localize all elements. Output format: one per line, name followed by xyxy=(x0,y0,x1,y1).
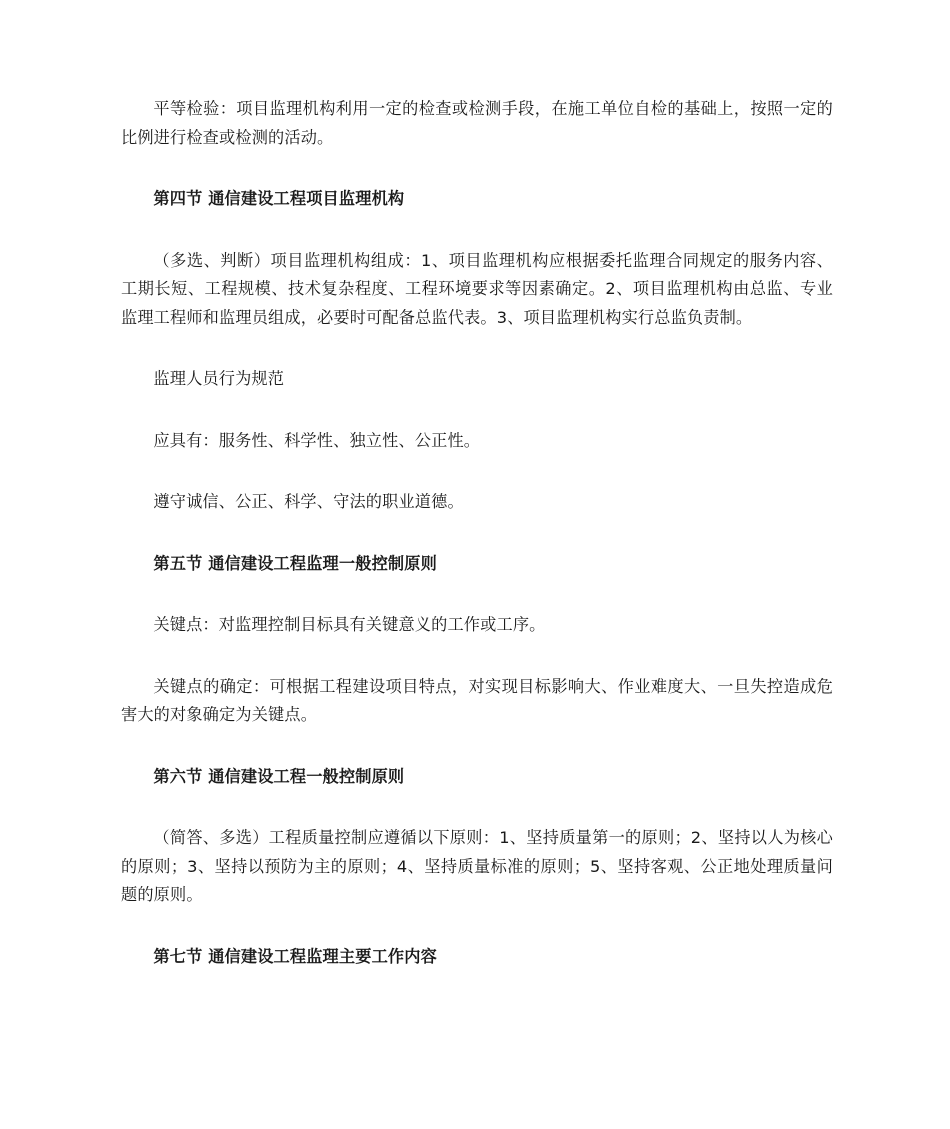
paragraph-key-point-determination: 关键点的确定：可根据工程建设项目特点，对实现目标影响大、作业难度大、一旦失控造成危害大的对象确定为关键点。 xyxy=(121,676,833,724)
section-heading-4: 第四节 通信建设工程项目监理机构 xyxy=(153,189,405,208)
paragraph-conduct-title: 监理人员行为规范 xyxy=(153,369,285,388)
paragraph-quality-control-principles: （简答、多选）工程质量控制应遵循以下原则：1、坚持质量第一的原则；2、坚持以人为核心的原则；3、坚持以预防为主的原则；4、坚持质量标准的原则；5、坚持客观、公正地处理质量问题的原则。 xyxy=(121,828,833,904)
paragraph-equal-inspection: 平等检验：项目监理机构利用一定的检查或检测手段，在施工单位自检的基础上，按照一定的比例进行检查或检测的活动。 xyxy=(121,99,833,147)
section-heading-7: 第七节 通信建设工程监理主要工作内容 xyxy=(153,946,437,966)
section-heading-6: 第六节 通信建设工程一般控制原则 xyxy=(153,766,405,786)
paragraph-key-point: 关键点：对监理控制目标具有关键意义的工作或工序。 xyxy=(153,615,546,634)
section-heading-5: 第五节 通信建设工程监理一般控制原则 xyxy=(153,553,437,573)
paragraph-organization-composition: （多选、判断）项目监理机构组成：1、项目监理机构应根据委托监理合同规定的服务内容、工期长短、工程规模、技术复杂程度、工程环境要求等因素确定。2、项目监理机构由总监、专业监理工程师和监理员组成，必要时可配备总监代表。3、项目监理机构实行总监负责制。 xyxy=(121,250,833,327)
document-page xyxy=(121,95,833,971)
paragraph-should-have: 应具有：服务性、科学性、独立性、公正性。 xyxy=(153,430,481,450)
paragraph-ethics: 遵守诚信、公正、科学、守法的职业道德。 xyxy=(153,492,464,511)
